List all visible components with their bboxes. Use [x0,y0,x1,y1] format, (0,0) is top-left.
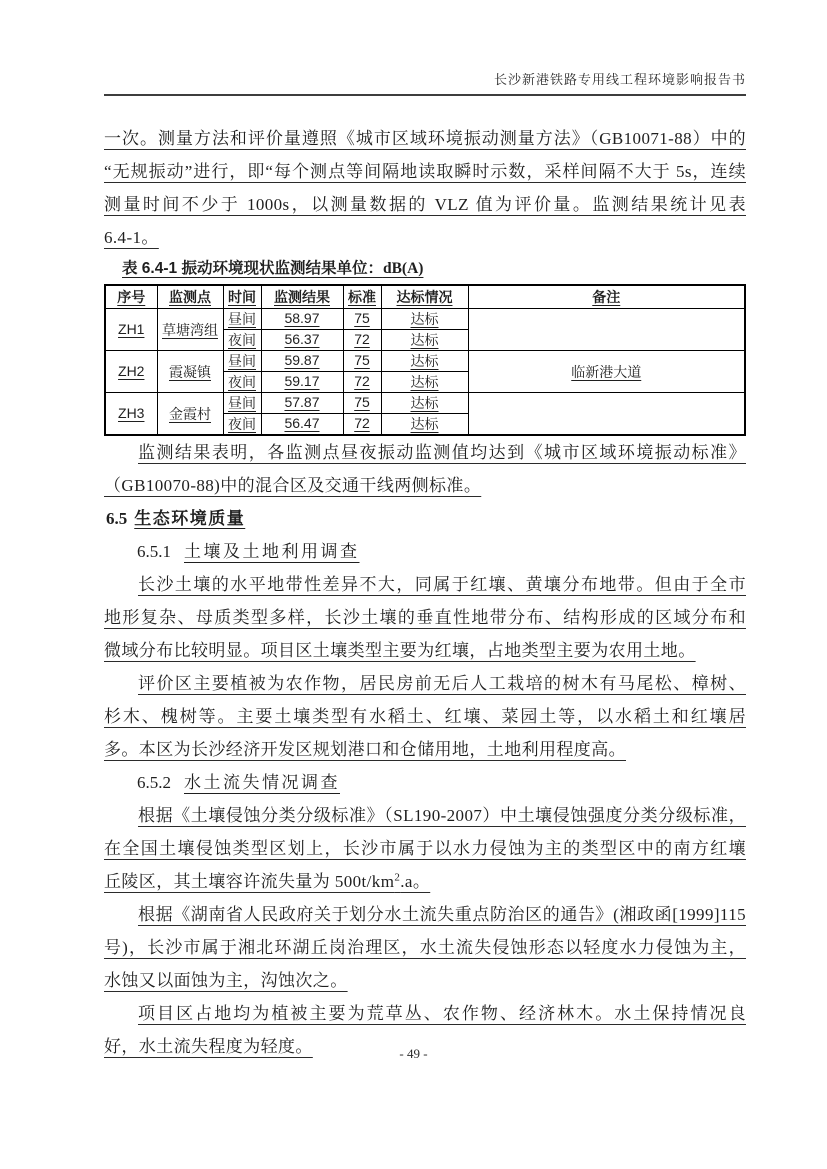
heading-number: 6.5 [106,509,128,528]
text-line: 微域分布比较明显。项目区土壤类型主要为红壤，占地类型主要为农用土地。 [104,641,696,660]
table-caption [104,254,746,284]
text-line: 根据《湖南省人民政府关于划分水土流失重点防治区的通告》(湘政函[1999]115 [138,905,746,924]
col-header-site: 监测点 [157,285,223,309]
text-line: 好，水土流失程度为轻度。 [104,1037,313,1056]
cell-serial: ZH2 [105,351,157,393]
table-header-row [105,285,745,309]
page-footer [0,1046,827,1062]
superscript: 2 [394,871,401,884]
cell-remark [468,393,745,436]
cell-result: 59.17 [261,372,343,393]
cell-compliance: 达标 [381,351,468,372]
paragraph-2 [104,436,746,502]
cell-remark [468,309,745,351]
text-line: 监测结果表明，各监测点昼夜振动监测值均达到《城市区域环境振动标准》 [138,443,746,462]
cell-compliance: 达标 [381,414,468,436]
heading-title: 土壤及土地利用调查 [184,542,360,561]
cell-standard: 75 [343,393,381,414]
cell-serial: ZH3 [105,393,157,436]
header-title: 长沙新港铁路专用线工程环境影响报告书 [493,72,746,87]
cell-site: 金霞村 [157,393,223,436]
cell-compliance: 达标 [381,393,468,414]
page-number: - 49 - [399,1046,428,1061]
table-row [105,309,745,330]
text-line: 根据《土壤侵蚀分类分级标准》（SL190-2007）中土壤侵蚀强度分类分级标准， [138,806,746,825]
section-heading-6-5 [104,502,746,535]
table-row [105,351,745,372]
text-line: 号)，长沙市属于湘北环湖丘岗治理区，水土流失侵蚀形态以轻度水力侵蚀为主， [104,938,746,957]
text-line: 项目区占地均为植被主要为荒草丛、农作物、经济林木。水土保持情况良 [138,1004,746,1023]
col-header-result: 监测结果 [261,285,343,309]
cell-time: 夜间 [223,414,261,436]
cell-time: 昼间 [223,309,261,330]
text-line: （GB10070-88)中的混合区及交通干线两侧标准。 [104,476,482,495]
cell-result: 56.47 [261,414,343,436]
cell-standard: 72 [343,414,381,436]
text-line: 多。本区为长沙经济开发区规划港口和仓储用地，土地利用程度高。 [104,740,626,759]
heading-number: 6.5.2 [137,773,171,792]
cell-time: 昼间 [223,393,261,414]
paragraph-4 [104,667,746,766]
cell-site: 草塘湾组 [157,309,223,351]
cell-site: 霞凝镇 [157,351,223,393]
caption-label: 表 6.4-1 振动环境现状监测结果单位： [122,260,383,277]
col-header-serial: 序号 [105,285,157,309]
heading-title: 生态环境质量 [134,509,246,528]
cell-standard: 75 [343,351,381,372]
cell-result: 59.87 [261,351,343,372]
paragraph-3 [104,568,746,667]
text-line: 杉木、槐树等。主要土壤类型有水稻土、红壤、菜园土等，以水稻土和红壤居 [104,707,746,726]
subsection-heading-6-5-2 [104,766,746,799]
cell-compliance: 达标 [381,309,468,330]
cell-time: 昼间 [223,351,261,372]
page-content [104,70,746,1063]
cell-time: 夜间 [223,330,261,351]
subsection-heading-6-5-1 [104,535,746,568]
paragraph-5 [104,799,746,898]
document-body [104,122,746,1063]
col-header-time: 时间 [223,285,261,309]
text-line: 水蚀又以面蚀为主，沟蚀次之。 [104,971,348,990]
col-header-compliance: 达标情况 [381,285,468,309]
col-header-remark: 备注 [468,285,745,309]
text-line: 评价区主要植被为农作物，居民房前无后人工栽培的树木有马尾松、樟树、 [138,674,746,693]
cell-standard: 72 [343,330,381,351]
heading-number: 6.5.1 [137,542,171,561]
vibration-monitoring-table [104,284,746,436]
page-header [104,70,746,96]
text-line: “无规振动”进行，即“每个测点等间隔地读取瞬时示数，采样间隔不大于 5s，连续 [104,162,746,181]
cell-standard: 75 [343,309,381,330]
caption-unit: dB(A) [382,260,424,277]
table-row [105,393,745,414]
paragraph-1 [104,122,746,254]
col-header-standard: 标准 [343,285,381,309]
text-line: 地形复杂、母质类型多样，长沙土壤的垂直性地带分布、结构形成的区域分布和 [104,608,746,627]
cell-standard: 72 [343,372,381,393]
text-line: 测量时间不少于 1000s，以测量数据的 VLZ 值为评价量。监测结果统计见表 [104,195,746,214]
cell-serial: ZH1 [105,309,157,351]
cell-result: 56.37 [261,330,343,351]
text-line: 在全国土壤侵蚀类型区划上，长沙市属于以水力侵蚀为主的类型区中的南方红壤 [104,839,746,858]
paragraph-6 [104,898,746,997]
cell-time: 夜间 [223,372,261,393]
text-line: 一次。测量方法和评价量遵照《城市区域环境振动测量方法》（GB10071-88）中的 [104,129,746,148]
cell-result: 58.97 [261,309,343,330]
cell-compliance: 达标 [381,372,468,393]
text-line: 丘陵区，其土壤容许流失量为 $500t/km^2.a$。 [104,871,431,891]
text-line: 6.4-1。 [104,228,159,247]
cell-compliance: 达标 [381,330,468,351]
cell-remark: 临新港大道 [468,351,745,393]
text-line: 长沙土壤的水平地带性差异不大，同属于红壤、黄壤分布地带。但由于全市 [138,575,746,594]
heading-title: 水土流失情况调查 [184,773,340,792]
cell-result: 57.87 [261,393,343,414]
